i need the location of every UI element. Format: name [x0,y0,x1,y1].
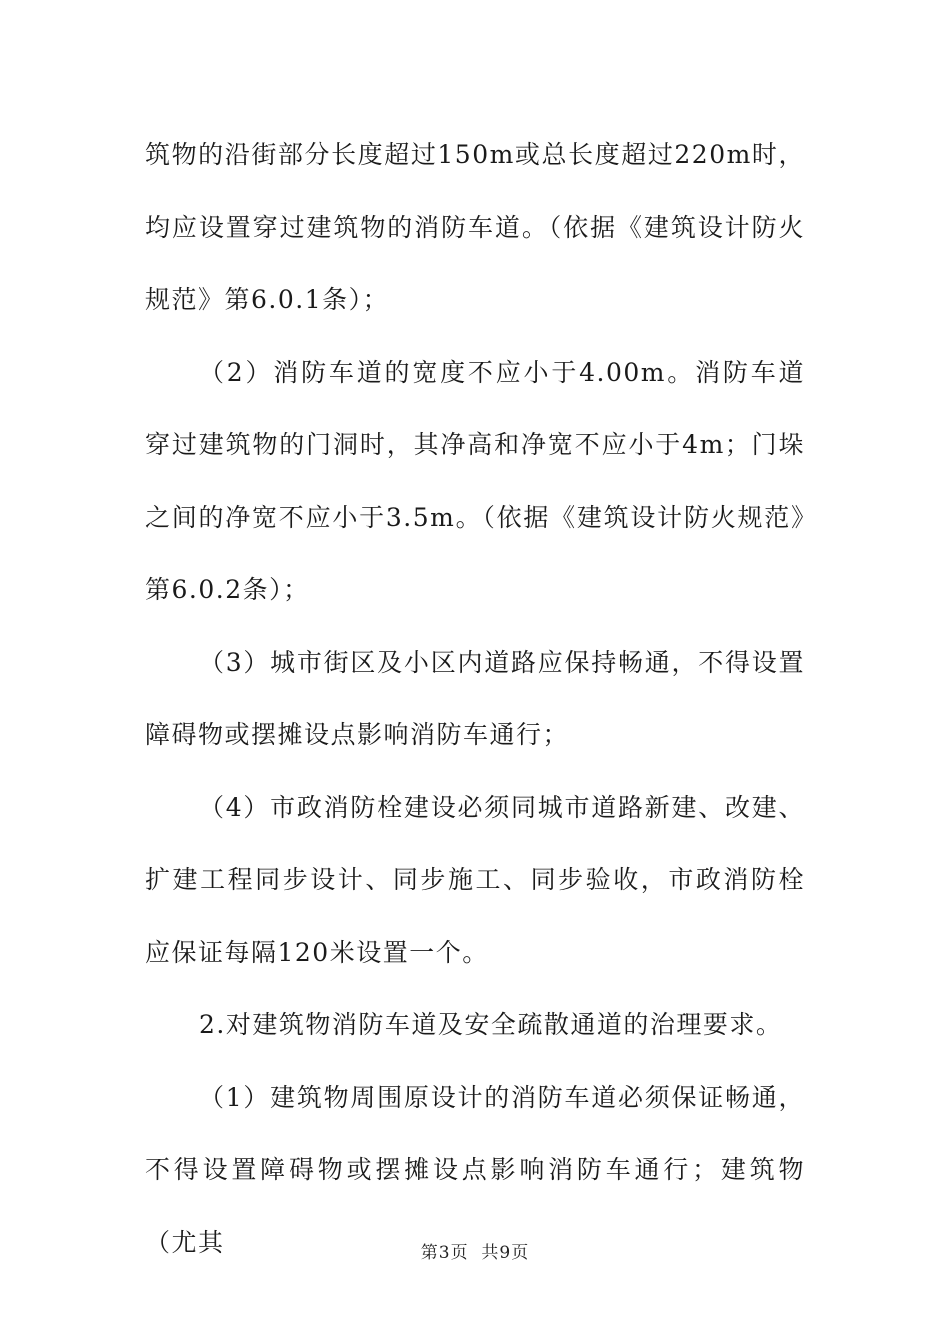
paragraph-item-4: （4）市政消防栓建设必须同城市道路新建、改建、扩建工程同步设计、同步施工、同步验收，市政消防栓应保证每隔120米设置一个。 [145,792,805,967]
paragraph-item-3: （3）城市街区及小区内道路应保持畅通，不得设置障碍物或摆摊设点影响消防车通行； [145,647,805,749]
page-number: 第3页 共9页 [420,1243,530,1263]
page-footer [0,1241,950,1265]
paragraph-continuation: 筑物的沿街部分长度超过150m或总长度超过220m时，均应设置穿过建筑物的消防车道。（依据《建筑设计防火规范》第6.0.1条）； [145,140,805,314]
paragraph-section-2-item-1: （1）建筑物周围原设计的消防车道必须保证畅通，不得设置障碍物或摆摊设点影响消防车通行；建筑物（尤其 [145,1082,805,1257]
section-heading-2: 2.对建筑物消防车道及安全疏散通道的治理要求。 [199,1010,783,1039]
paragraph-item-2: （2）消防车道的宽度不应小于4.00m。消防车道穿过建筑物的门洞时，其净高和净宽不应小于4m；门垛之间的净宽不应小于3.5m。（依据《建筑设计防火规范》第6.0.2条）； [145,357,805,604]
document-body [145,119,805,1279]
